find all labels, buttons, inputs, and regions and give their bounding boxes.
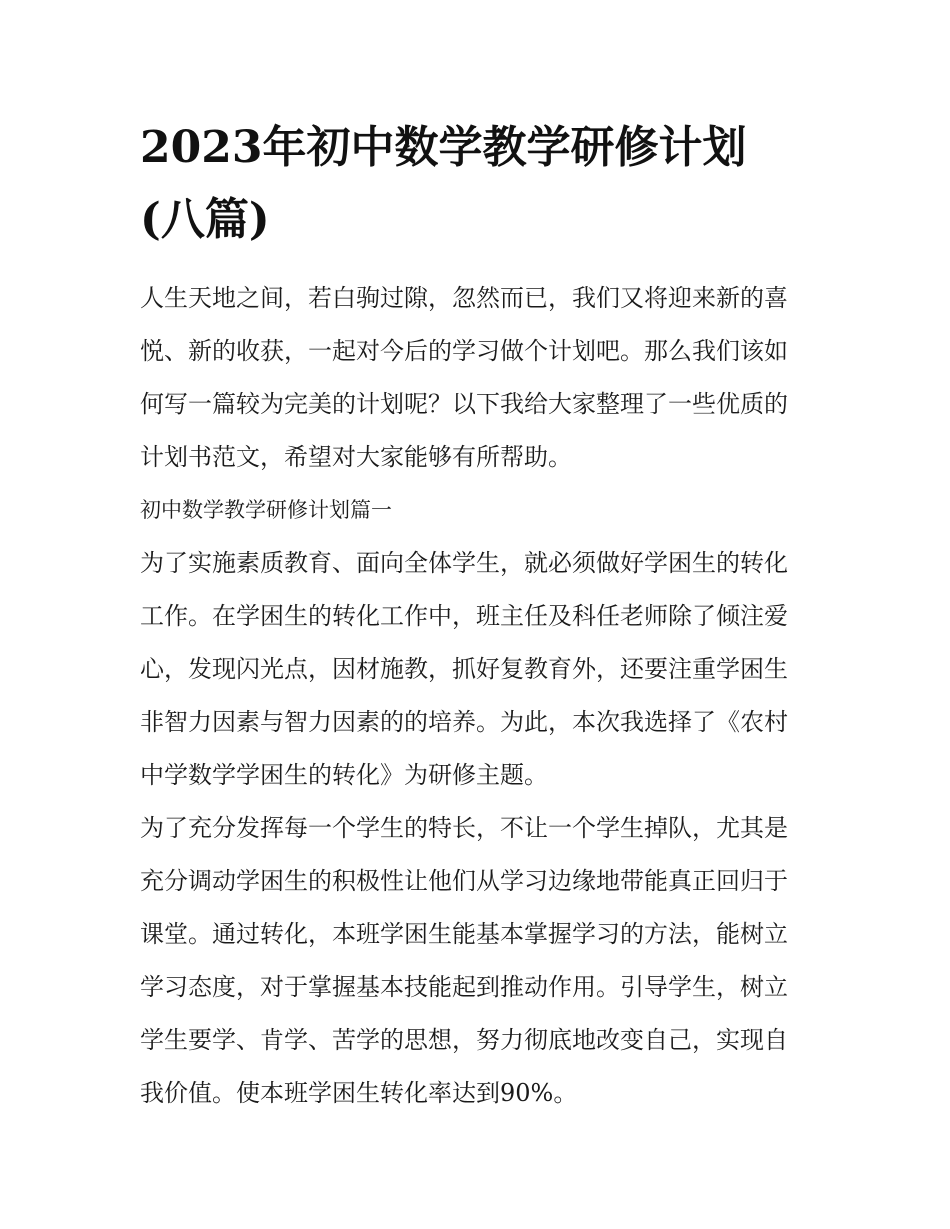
intro-line-3: 何写一篇较为完美的计划呢？以下我给大家整理了一些优质的 (140, 390, 788, 418)
paragraph-2-line-3: 课堂。通过转化，本班学困生能基本掌握学习的方法，能树立 (140, 920, 788, 948)
section-heading: 初中数学教学研修计划篇一 (140, 498, 392, 522)
intro-paragraph (140, 272, 812, 484)
paragraph-1-line-2: 工作。在学困生的转化工作中，班主任及科任老师除了倾注爱 (140, 602, 788, 630)
paragraph-2-line-2: 充分调动学困生的积极性让他们从学习边缘地带能真正回归于 (140, 867, 788, 895)
paragraph-1 (140, 537, 812, 802)
document-body (140, 272, 812, 1120)
title-line-1: 2023年初中数学教学研修计划 (140, 122, 747, 173)
intro-line-1: 人生天地之间，若白驹过隙，忽然而已，我们又将迎来新的喜 (140, 284, 788, 312)
paragraph-2-line-5: 学生要学、肯学、苦学的思想，努力彻底地改变自己，实现自 (140, 1026, 788, 1054)
paragraph-2-line-1: 为了充分发挥每一个学生的特长，不让一个学生掉队，尤其是 (140, 814, 788, 842)
title-line-2: (八篇) (140, 194, 270, 245)
paragraph-1-line-4: 非智力因素与智力因素的的培养。为此，本次我选择了《农村 (140, 708, 788, 736)
intro-line-4: 计划书范文，希望对大家能够有所帮助。 (140, 443, 572, 471)
intro-line-2: 悦、新的收获，一起对今后的学习做个计划吧。那么我们该如 (140, 337, 788, 365)
paragraph-2-line-6: 我价值。使本班学困生转化率达到90%。 (140, 1079, 578, 1107)
paragraph-2-line-4: 学习态度，对于掌握基本技能起到推动作用。引导学生，树立 (140, 973, 788, 1001)
paragraph-1-line-3: 心，发现闪光点，因材施教，抓好复教育外，还要注重学困生 (140, 655, 788, 683)
document-content (140, 112, 812, 1120)
paragraph-1-line-5: 中学数学学困生的转化》为研修主题。 (140, 761, 548, 789)
document-title (140, 112, 812, 256)
paragraph-2 (140, 802, 812, 1120)
paragraph-1-line-1: 为了实施素质教育、面向全体学生，就必须做好学困生的转化 (140, 549, 788, 577)
